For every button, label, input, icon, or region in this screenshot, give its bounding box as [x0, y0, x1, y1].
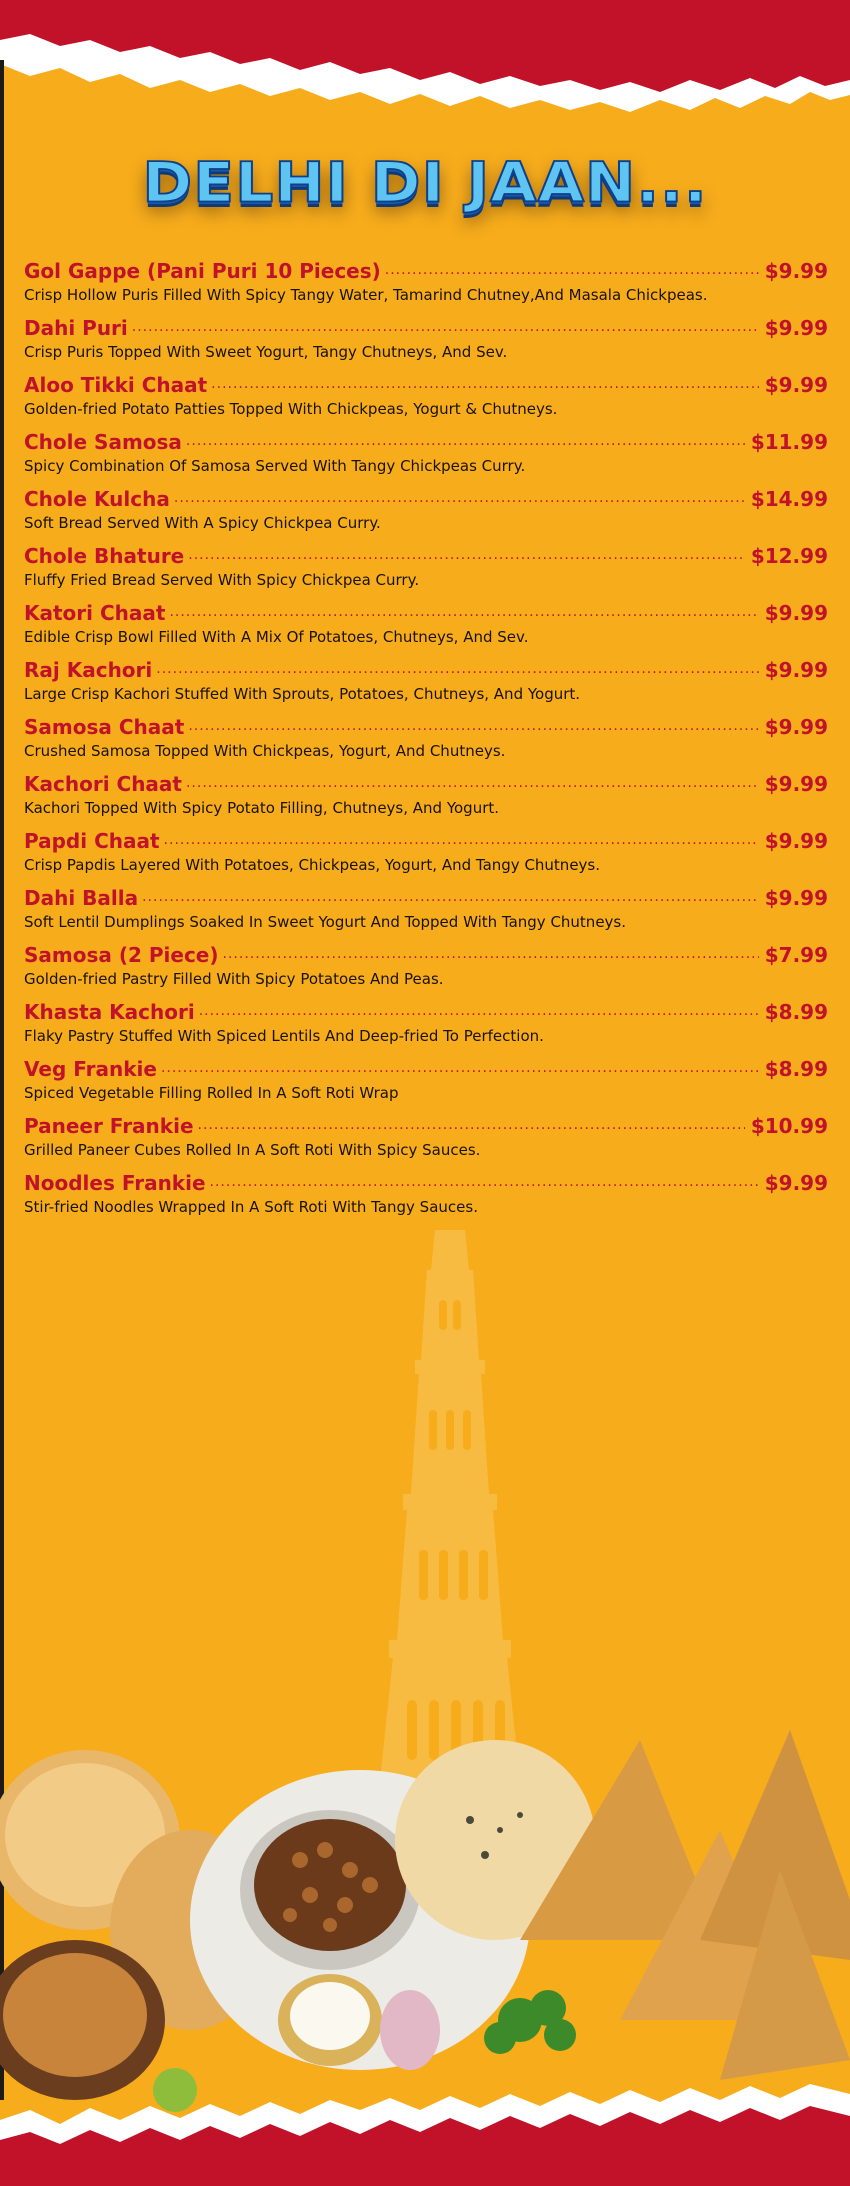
item-name: Dahi Puri [24, 316, 128, 340]
menu-item [24, 651, 828, 708]
menu-item [24, 366, 828, 423]
item-price: $8.99 [764, 1057, 828, 1081]
item-price: $9.99 [764, 886, 828, 910]
item-name: Veg Frankie [24, 1057, 157, 1081]
raita [290, 1982, 370, 2050]
menu-item [24, 1107, 828, 1164]
bottom-torn-paper-band [0, 2080, 850, 2186]
item-name: Gol Gappe (Pani Puri 10 Pieces) [24, 259, 381, 283]
dot-leader [156, 660, 758, 678]
item-price: $9.99 [764, 259, 828, 283]
item-name: Aloo Tikki Chaat [24, 373, 208, 397]
title-banner [0, 140, 850, 250]
item-description: Crisp Hollow Puris Filled With Spicy Tangy Water, Tamarind Chutney,And Masala Chickpeas. [24, 286, 708, 304]
onion-slices [380, 1990, 440, 2070]
item-description: Soft Lentil Dumplings Soaked In Sweet Yogurt And Topped With Tangy Chutneys. [24, 913, 627, 931]
item-price: $9.99 [764, 1171, 828, 1195]
item-price: $12.99 [750, 544, 828, 568]
item-name: Samosa Chaat [24, 715, 185, 739]
item-description: Crisp Papdis Layered With Potatoes, Chickpeas, Yogurt, And Tangy Chutneys. [24, 856, 601, 874]
item-description: Golden-fried Pastry Filled With Spicy Potatoes And Peas. [24, 970, 444, 988]
item-description: Stir-fried Noodles Wrapped In A Soft Roti With Tangy Sauces. [24, 1198, 478, 1216]
item-description: Crushed Samosa Topped With Chickpeas, Yogurt, And Chutneys. [24, 742, 506, 760]
menu-item [24, 765, 828, 822]
menu-item [24, 594, 828, 651]
dot-leader [385, 261, 759, 279]
chickpea-fill [3, 1953, 147, 2077]
item-price: $8.99 [764, 1000, 828, 1024]
menu-item [24, 936, 828, 993]
dot-leader [142, 888, 759, 906]
item-name: Paneer Frankie [24, 1114, 194, 1138]
item-description: Soft Bread Served With A Spicy Chickpea Curry. [24, 514, 381, 532]
item-name: Noodles Frankie [24, 1171, 206, 1195]
menu-item [24, 537, 828, 594]
item-name: Chole Bhature [24, 544, 185, 568]
dot-leader [186, 774, 759, 792]
item-description: Edible Crisp Bowl Filled With A Mix Of Potatoes, Chutneys, And Sev. [24, 628, 529, 646]
item-description: Flaky Pastry Stuffed With Spiced Lentils And Deep-fried To Perfection. [24, 1027, 544, 1045]
dot-leader [161, 1059, 759, 1077]
dot-leader [198, 1116, 745, 1134]
item-name: Samosa (2 Piece) [24, 943, 219, 967]
item-name: Papdi Chaat [24, 829, 160, 853]
dot-leader [132, 318, 759, 336]
dot-leader [223, 945, 759, 963]
dot-leader [169, 603, 758, 621]
menu-item [24, 1164, 828, 1221]
menu-item [24, 993, 828, 1050]
menu-item [24, 480, 828, 537]
item-price: $10.99 [750, 1114, 828, 1138]
top-torn-paper-band [0, 0, 850, 120]
menu-list [24, 252, 828, 1221]
item-price: $9.99 [764, 373, 828, 397]
item-price: $9.99 [764, 772, 828, 796]
dot-leader [199, 1002, 759, 1020]
menu-item [24, 423, 828, 480]
page-title: DELHI DI JAAN... [142, 150, 708, 216]
item-price: $14.99 [750, 487, 828, 511]
item-name: Raj Kachori [24, 658, 153, 682]
dot-leader [164, 831, 759, 849]
item-description: Kachori Topped With Spicy Potato Filling, Chutneys, And Yogurt. [24, 799, 500, 817]
dot-leader [210, 1173, 759, 1191]
item-price: $7.99 [764, 943, 828, 967]
item-description: Large Crisp Kachori Stuffed With Sprouts, Potatoes, Chutneys, And Yogurt. [24, 685, 581, 703]
item-description: Golden-fried Potato Patties Topped With Chickpeas, Yogurt & Chutneys. [24, 400, 558, 418]
item-price: $9.99 [764, 601, 828, 625]
item-description: Spiced Vegetable Filling Rolled In A Soft Roti Wrap [24, 1084, 399, 1102]
item-price: $9.99 [764, 829, 828, 853]
dot-leader [211, 375, 759, 393]
menu-item [24, 309, 828, 366]
menu-item [24, 1050, 828, 1107]
item-price: $9.99 [764, 715, 828, 739]
item-description: Fluffy Fried Bread Served With Spicy Chickpea Curry. [24, 571, 420, 589]
menu-item [24, 708, 828, 765]
item-name: Dahi Balla [24, 886, 139, 910]
menu-item [24, 252, 828, 309]
food-illustration [0, 1720, 850, 2120]
item-price: $11.99 [750, 430, 828, 454]
item-price: $9.99 [764, 658, 828, 682]
item-name: Kachori Chaat [24, 772, 182, 796]
item-price: $9.99 [764, 316, 828, 340]
dot-leader [186, 432, 745, 450]
item-name: Khasta Kachori [24, 1000, 195, 1024]
item-description: Grilled Paneer Cubes Rolled In A Soft Roti With Spicy Sauces. [24, 1141, 481, 1159]
dot-leader [188, 717, 758, 735]
menu-item [24, 822, 828, 879]
menu-item [24, 879, 828, 936]
item-description: Spicy Combination Of Samosa Served With Tangy Chickpeas Curry. [24, 457, 526, 475]
item-name: Chole Kulcha [24, 487, 170, 511]
item-name: Chole Samosa [24, 430, 182, 454]
item-description: Crisp Puris Topped With Sweet Yogurt, Tangy Chutneys, And Sev. [24, 343, 508, 361]
dot-leader [188, 546, 745, 564]
item-name: Katori Chaat [24, 601, 166, 625]
qutub-minar-watermark [315, 1230, 585, 1790]
dot-leader [174, 489, 745, 507]
